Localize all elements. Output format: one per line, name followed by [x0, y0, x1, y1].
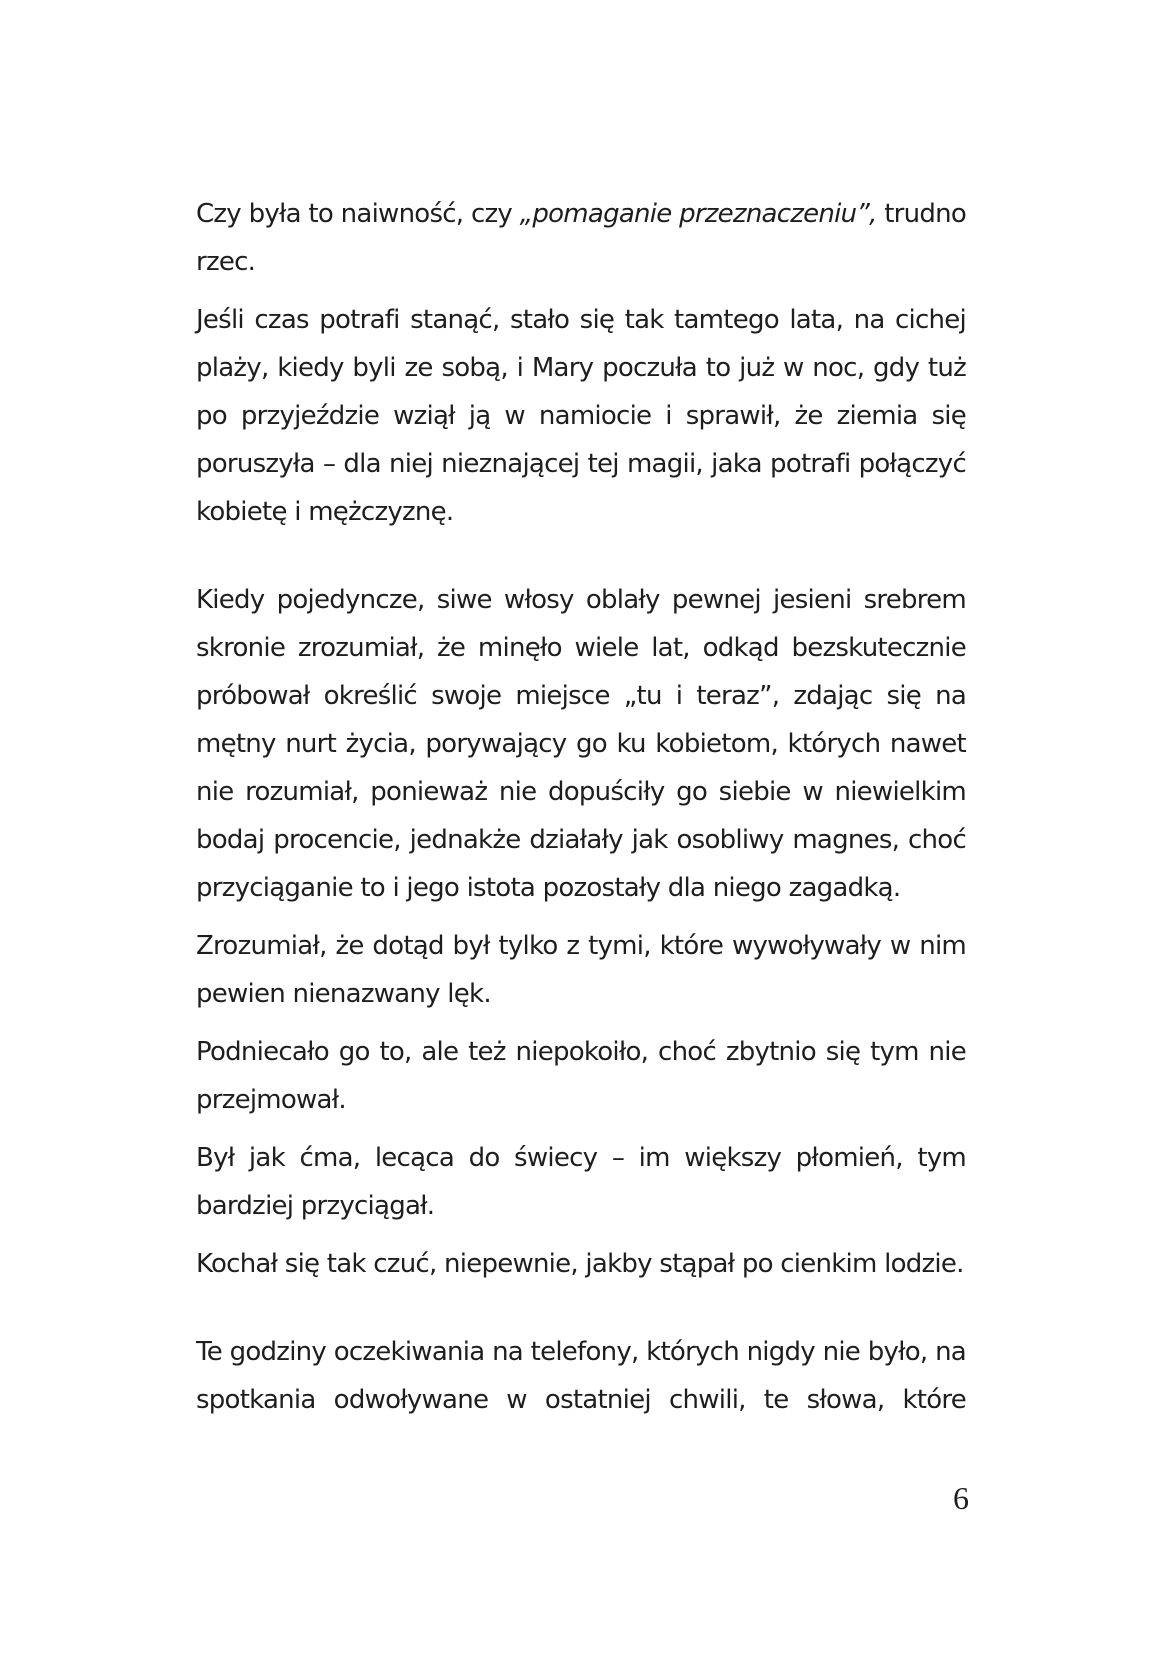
text-span: Czy była to naiwność, czy: [196, 199, 520, 229]
text-span: trudno: [876, 199, 966, 229]
text-line: [196, 720, 966, 768]
text-span: pewien nienazwany lęk.: [196, 979, 491, 1009]
text-span: po przyjeździe wziął ją w namiocie i sprawił, że ziemia się: [196, 401, 966, 431]
text-span: Był jak ćma, lecąca do świecy – im większy płomień, tym: [196, 1143, 966, 1173]
text-line: [196, 816, 966, 864]
paragraph: [196, 922, 966, 1018]
text-line: [196, 768, 966, 816]
text-line: [196, 1076, 966, 1124]
text-span: kobietę i mężczyznę.: [196, 497, 454, 527]
text-line: [196, 392, 966, 440]
text-span: przyciąganie to i jego istota pozostały dla niego zagadką.: [196, 873, 901, 903]
text-span: skronie zrozumiał, że minęło wiele lat, odkąd bezskutecznie: [196, 633, 966, 663]
text-span: nie rozumiał, ponieważ nie dopuściły go siebie w niewielkim: [196, 777, 966, 807]
text-line: [196, 440, 966, 488]
text-span: Kiedy pojedyncze, siwe włosy oblały pewnej jesieni srebrem: [196, 585, 966, 615]
page-number: 6: [953, 1480, 969, 1516]
text-span: spotkania odwoływane w ostatniej chwili, te słowa, które: [196, 1385, 966, 1415]
text-line: [196, 1240, 966, 1288]
paragraph: [196, 190, 966, 286]
text-line: [196, 296, 966, 344]
text-line: [196, 1328, 966, 1376]
text-span: Podniecało go to, ale też niepokoiło, choć zbytnio się tym nie: [196, 1037, 966, 1067]
text-line: [196, 576, 966, 624]
text-line: [196, 488, 966, 536]
text-line: [196, 1376, 966, 1424]
paragraph: [196, 576, 966, 912]
paragraph: [196, 1328, 966, 1424]
text-span: rzec.: [196, 247, 256, 277]
body-text: [196, 190, 966, 1434]
text-line: [196, 190, 966, 238]
text-span: plaży, kiedy byli ze sobą, i Mary poczuła to już w noc, gdy tuż: [196, 353, 966, 383]
text-line: [196, 1134, 966, 1182]
text-line: [196, 922, 966, 970]
text-span: Zrozumiał, że dotąd był tylko z tymi, które wywoływały w nim: [196, 931, 966, 961]
text-span: poruszyła – dla niej nieznającej tej magii, jaka potrafi połączyć: [196, 449, 966, 479]
text-line: [196, 344, 966, 392]
paragraph: [196, 296, 966, 536]
text-line: [196, 864, 966, 912]
text-line: [196, 624, 966, 672]
text-line: [196, 970, 966, 1018]
text-line: [196, 238, 966, 286]
text-span: bardziej przyciągał.: [196, 1191, 435, 1221]
paragraph: [196, 1240, 966, 1288]
text-span: próbował określić swoje miejsce „tu i teraz”, zdając się na: [196, 681, 966, 711]
italic-text: „pomaganie przeznaczeniu”,: [519, 199, 877, 229]
text-span: Kochał się tak czuć, niepewnie, jakby stąpał po cienkim lodzie.: [196, 1249, 964, 1279]
text-span: bodaj procencie, jednakże działały jak osobliwy magnes, choć: [196, 825, 966, 855]
text-line: [196, 1028, 966, 1076]
text-span: przejmował.: [196, 1085, 346, 1115]
paragraph: [196, 1028, 966, 1124]
paragraph: [196, 1134, 966, 1230]
text-span: mętny nurt życia, porywający go ku kobietom, których nawet: [196, 729, 966, 759]
text-line: [196, 1182, 966, 1230]
text-line: [196, 672, 966, 720]
text-span: Te godziny oczekiwania na telefony, których nigdy nie było, na: [196, 1337, 966, 1367]
text-span: Jeśli czas potrafi stanąć, stało się tak tamtego lata, na cichej: [196, 305, 966, 335]
